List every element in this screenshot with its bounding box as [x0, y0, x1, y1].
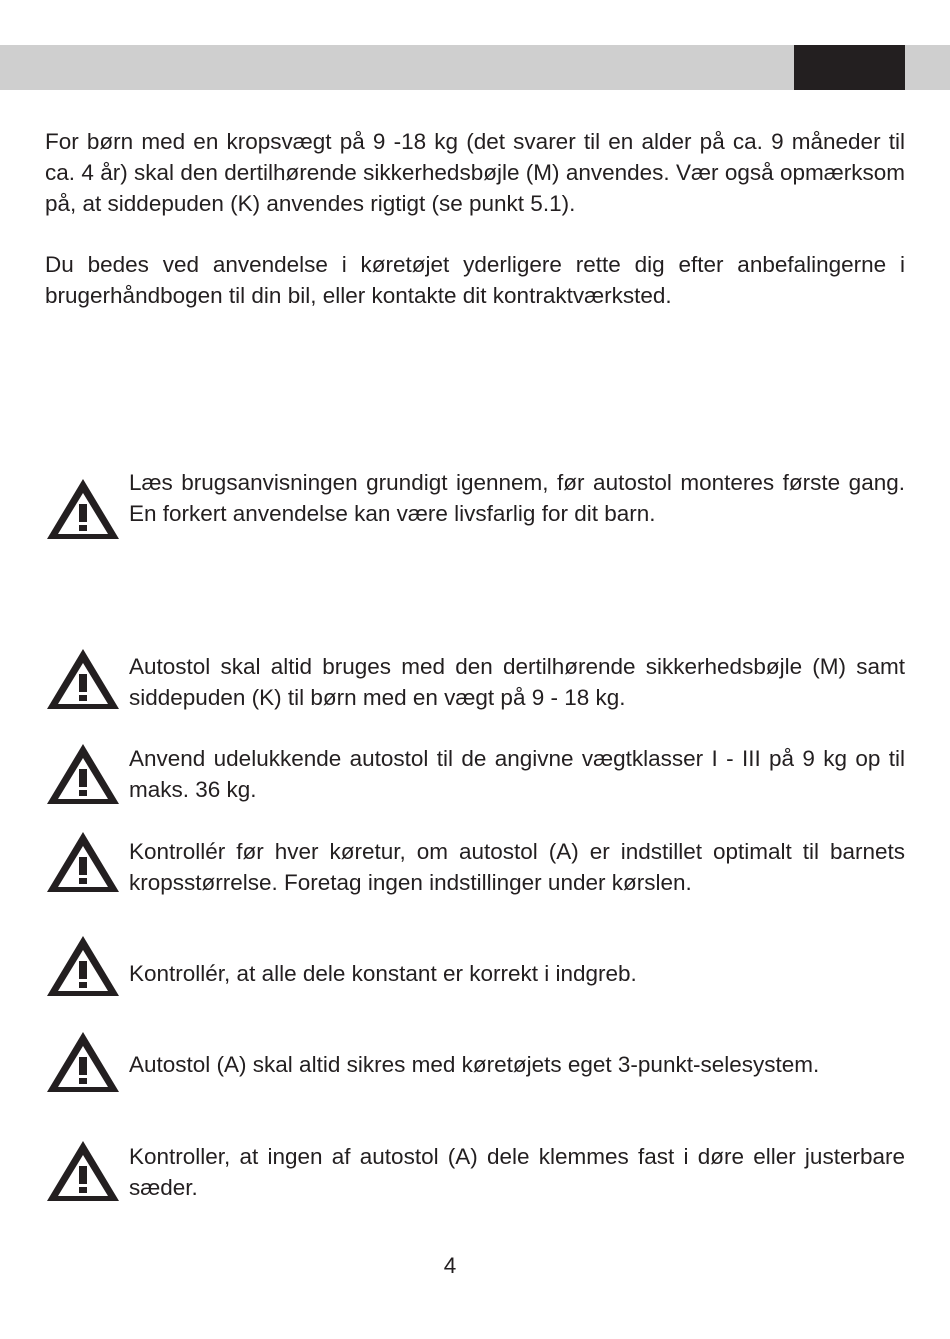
- warning-text: Autostol (A) skal altid sikres med køretøjets eget 3-punkt-selesystem.: [129, 1052, 820, 1077]
- header-tab-block: [794, 45, 905, 90]
- warning-text: Anvend udelukkende autostol til de angivne vægtklasser I - III på 9 kg op til maks. 36 kg.: [129, 746, 905, 802]
- warning-triangle-icon: [45, 647, 121, 711]
- warning-text: Kontroller, at ingen af autostol (A) dele klemmes fast i døre eller justerbare sæder.: [129, 1144, 905, 1200]
- warning-triangle-icon: [45, 742, 121, 806]
- warning-triangle-icon: [45, 1139, 121, 1203]
- warning-triangle-icon: [45, 830, 121, 894]
- warning-triangle-icon: [45, 934, 121, 998]
- warning-text: Læs brugsanvisningen grundigt igennem, før autostol monteres første gang. En forkert anvendelse kan være livsfarlig for dit barn.: [129, 470, 905, 526]
- intro-paragraph-2: Du bedes ved anvendelse i køretøjet yderligere rette dig efter anbefalingerne i brugerhåndbogen til din bil, eller kontakte dit kontraktværksted.: [45, 252, 905, 308]
- warning-text: Kontrollér før hver køretur, om autostol (A) er indstillet optimalt til barnets kropsstørrelse. Foretag ingen indstillinger under kørslen.: [129, 839, 905, 895]
- warning-triangle-icon: [45, 1030, 121, 1094]
- page-number: 4: [443, 1253, 457, 1278]
- warning-text: Kontrollér, at alle dele konstant er korrekt i indgreb.: [129, 961, 637, 986]
- intro-paragraph-1: For børn med en kropsvægt på 9 -18 kg (det svarer til en alder på ca. 9 måneder til ca. 4 år) skal den dertilhørende sikkerhedsbøjle (M) anvendes. Vær også opmærksom på, at siddepuden (K) anvendes rigtigt (se punkt 5.1).: [45, 129, 905, 216]
- warning-triangle-icon: [45, 477, 121, 541]
- warning-text: Autostol skal altid bruges med den dertilhørende sikkerhedsbøjle (M) samt siddepuden (K) til børn med en vægt på 9 - 18 kg.: [129, 654, 905, 710]
